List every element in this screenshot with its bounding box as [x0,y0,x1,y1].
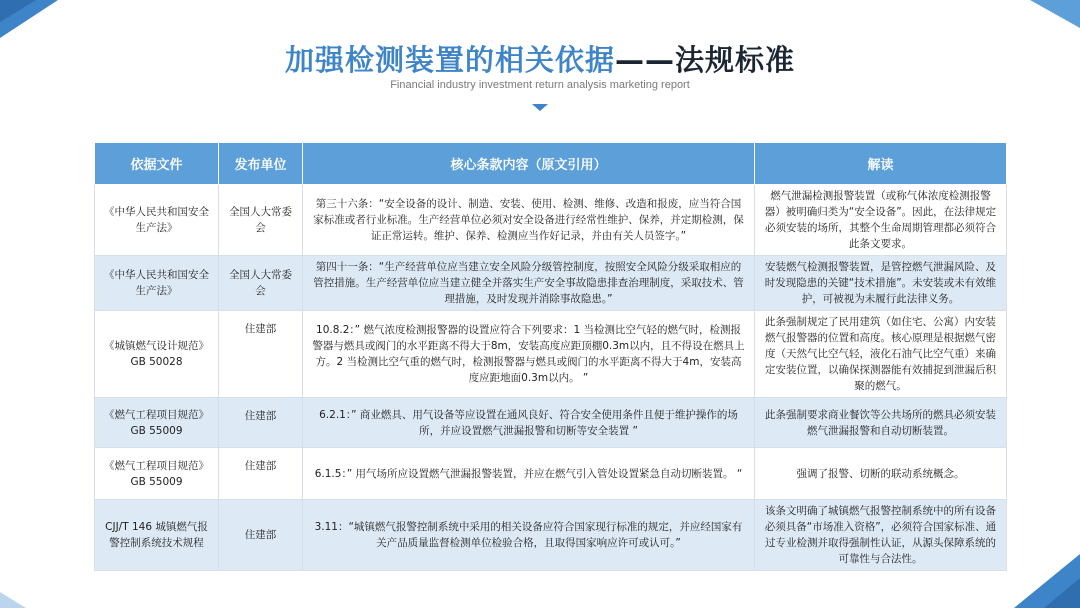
corner-decoration-bottom-left [0,588,30,608]
table-row [95,185,1007,256]
table-row [95,448,1007,500]
cell-interpretation: 该条文明确了城镇燃气报警控制系统中的所有设备必须具备“市场准入资格”，必须符合国家标准、通过专业检测并取得强制性认证，从源头保障系统的可靠性与合法性。 [755,500,1007,571]
cell-document: 《城镇燃气设计规范》GB 50028 [95,311,219,398]
caret-down-icon [532,104,548,111]
header-document: 依据文件 [95,143,219,185]
title-secondary: ——法规标准 [615,43,796,77]
cell-issuer: 住建部 [219,398,303,448]
cell-document: 《燃气工程项目规范》GB 55009 [95,448,219,500]
regulation-table [94,142,1007,571]
cell-clause: 3.11：“城镇燃气报警控制系统中采用的相关设备应符合国家现行标准的规定，并应经国家有关产品质量监督检测单位检验合格，且取得国家响应许可或认可。” [303,500,755,571]
table-header-row [95,143,1007,185]
cell-interpretation: 燃气泄漏检测报警装置（或称气体浓度检测报警器）被明确归类为“安全设备”。因此，在法律规定必须安装的场所，其整个生命周期管理都必须符合此条文要求。 [755,185,1007,256]
corner-decoration-top-right [1020,0,1080,30]
cell-interpretation: 此条强制要求商业餐饮等公共场所的燃具必须安装燃气泄漏报警和自动切断装置。 [755,398,1007,448]
cell-issuer: 住建部 [219,448,303,500]
cell-issuer: 住建部 [219,500,303,571]
cell-document: CJJ/T 146 城镇燃气报警控制系统技术规程 [95,500,219,571]
cell-clause: 6.1.5：” 用气场所应设置燃气泄漏报警装置，并应在燃气引入管处设置紧急自动切断装置。 “ [303,448,755,500]
table-row [95,311,1007,398]
cell-interpretation: 此条强制规定了民用建筑（如住宅、公寓）内安装燃气报警器的位置和高度。核心原理是根据燃气密度（天然气比空气轻，液化石油气比空气重）来确定安装位置，以确保探测器能有效捕捉到泄漏后积聚的燃气。 [755,311,1007,398]
cell-document: 《中华人民共和国安全生产法》 [95,185,219,256]
page-title [0,38,1080,79]
corner-decoration-bottom-right [1010,548,1080,608]
cell-interpretation: 安装燃气检测报警装置，是管控燃气泄漏风险、及时发现隐患的关键“技术措施”。未安装或未有效维护，可被视为未履行此法律义务。 [755,256,1007,311]
cell-clause: 第四十一条：“生产经营单位应当建立安全风险分级管控制度，按照安全风险分级采取相应的管控措施。生产经营单位应当建立健全并落实生产安全事故隐患排查治理制度，采取技术、管理措施，及时发现并消除事故隐患。” [303,256,755,311]
header-interpretation: 解读 [755,143,1007,185]
cell-clause: 10.8.2：” 燃气浓度检测报警器的设置应符合下列要求：1 当检测比空气轻的燃气时，检测报警器与燃具或阀门的水平距离不得大于8m，安装高度应距顶棚0.3m以内，且不得设在燃具上方。2 当检测比空气重的燃气时，检测报警器与燃具或阀门的水平距离不得大于4m，安装高度应距地面0.3m以内。 ” [303,311,755,398]
table-row [95,256,1007,311]
header-clause: 核心条款内容（原文引用） [303,143,755,185]
cell-issuer: 全国人大常委会 [219,256,303,311]
cell-issuer: 全国人大常委会 [219,185,303,256]
cell-document: 《燃气工程项目规范》GB 55009 [95,398,219,448]
cell-issuer: 住建部 [219,311,303,398]
cell-clause: 第三十六条：“安全设备的设计、制造、安装、使用、检测、维修、改造和报废，应当符合国家标准或者行业标准。生产经营单位必须对安全设备进行经常性维护、保养，并定期检测，保证正常运转。维护、保养、检测应当作好记录，并由有关人员签字。” [303,185,755,256]
title-primary: 加强检测装置的相关依据 [284,43,615,77]
table-row [95,500,1007,571]
header-issuer: 发布单位 [219,143,303,185]
corner-decoration-top-left [0,0,60,40]
cell-interpretation: 强调了报警、切断的联动系统概念。 [755,448,1007,500]
cell-clause: 6.2.1：” 商业燃具、用气设备等应设置在通风良好、符合安全使用条件且便于维护操作的场所，并应设置燃气泄漏报警和切断等安全装置 ” [303,398,755,448]
cell-document: 《中华人民共和国安全生产法》 [95,256,219,311]
table-row [95,398,1007,448]
page-subtitle: Financial industry investment return analysis marketing report [390,79,690,91]
